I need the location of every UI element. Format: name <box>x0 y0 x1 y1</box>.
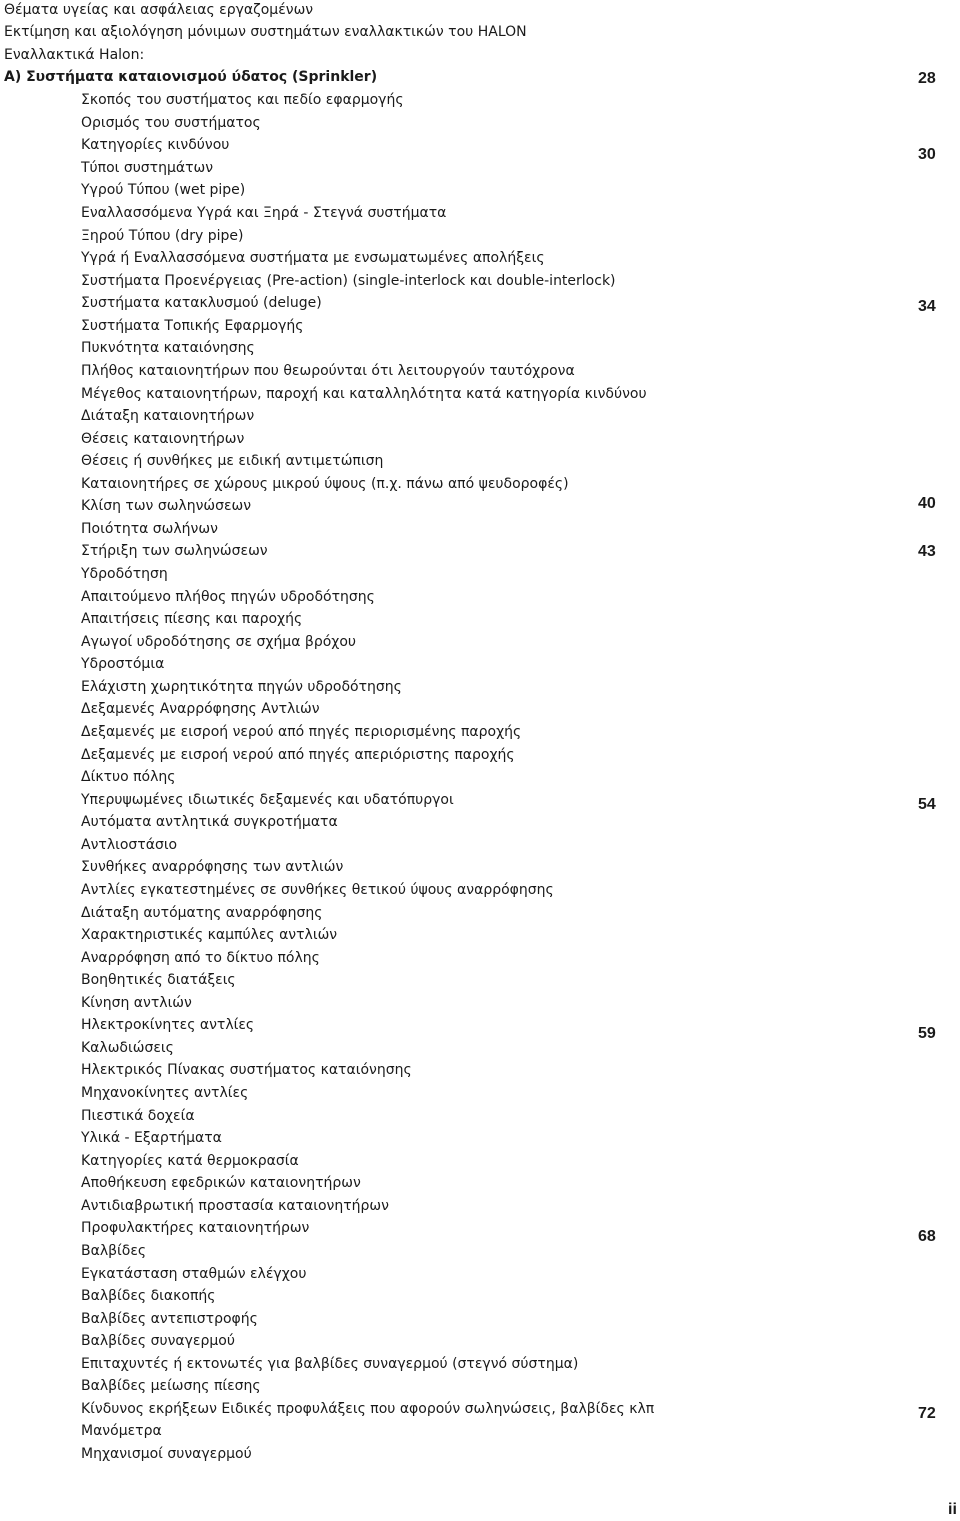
toc-entry: Καταιονητήρες σε χώρους μικρού ύψους (π.χ. πάνω από ψευδοροφές) <box>81 476 569 492</box>
toc-entry: Καλωδιώσεις <box>81 1040 174 1056</box>
toc-entry: Θέσεις καταιονητήρων <box>81 431 245 447</box>
toc-entry: Υδροδότηση <box>81 566 168 582</box>
toc-header-halon-assessment: Εκτίμηση και αξιολόγηση μόνιμων συστημάτων εναλλακτικών του HALON <box>4 24 527 40</box>
toc-entry: Υγρά ή Εναλλασσόμενα συστήματα με ενσωματωμένες απολήξεις <box>81 250 545 266</box>
toc-entry: Υπερυψωμένες ιδιωτικές δεξαμενές και υδατόπυργοι <box>81 792 454 808</box>
toc-entry: Αντιδιαβρωτική προστασία καταιονητήρων <box>81 1198 389 1214</box>
toc-entry: Εναλλασσόμενα Υγρά και Ξηρά - Στεγνά συστήματα <box>81 205 447 221</box>
toc-entry: Χαρακτηριστικές καμπύλες αντλιών <box>81 927 338 943</box>
toc-entry: Τύποι συστημάτων <box>81 160 214 176</box>
toc-entry: Αντλιοστάσιο <box>81 837 178 853</box>
toc-entry: Θέσεις ή συνθήκες με ειδική αντιμετώπιση <box>81 453 384 469</box>
toc-entry: Ξηρού Τύπου (dry pipe) <box>81 228 244 244</box>
toc-entry: Ποιότητα σωλήνων <box>81 521 218 537</box>
toc-entry: Συστήματα κατακλυσμού (deluge) <box>81 295 322 311</box>
toc-entry: Εγκατάσταση σταθμών ελέγχου <box>81 1266 307 1282</box>
page-number: 28 <box>918 70 936 87</box>
toc-entry: Αποθήκευση εφεδρικών καταιονητήρων <box>81 1175 361 1191</box>
page-number: 30 <box>918 146 936 163</box>
toc-section-sprinkler: Α) Συστήματα καταιονισμού ύδατος (Sprinkler) <box>4 69 378 85</box>
footer-page-number: ii <box>948 1501 957 1518</box>
toc-entry: Υδροστόμια <box>81 656 165 672</box>
toc-entry: Βαλβίδες διακοπής <box>81 1288 216 1304</box>
toc-entry: Υγρού Τύπου (wet pipe) <box>81 182 246 198</box>
toc-header-health-safety: Θέματα υγείας και ασφάλειας εργαζομένων <box>4 2 314 18</box>
toc-entry: Πυκνότητα καταιόνησης <box>81 340 255 356</box>
page-number: 40 <box>918 495 936 512</box>
toc-entry: Αυτόματα αντλητικά συγκροτήματα <box>81 814 338 830</box>
toc-entry: Μανόμετρα <box>81 1423 162 1439</box>
toc-entry: Βοηθητικές διατάξεις <box>81 972 236 988</box>
toc-entry: Δίκτυο πόλης <box>81 769 176 785</box>
toc-entry: Συστήματα Τοπικής Εφαρμογής <box>81 318 304 334</box>
page-number: 59 <box>918 1025 936 1042</box>
toc-entry: Ηλεκτρικός Πίνακας συστήματος καταιόνησης <box>81 1062 412 1078</box>
toc-entry: Επιταχυντές ή εκτονωτές για βαλβίδες συναγερμού (στεγνό σύστημα) <box>81 1356 579 1372</box>
toc-entry: Στήριξη των σωληνώσεων <box>81 543 268 559</box>
toc-entry: Απαιτούμενο πλήθος πηγών υδροδότησης <box>81 589 375 605</box>
toc-entry: Ορισμός του συστήματος <box>81 115 261 131</box>
toc-entry: Συνθήκες αναρρόφησης των αντλιών <box>81 859 344 875</box>
page-number: 54 <box>918 796 936 813</box>
toc-header-halon-alternatives: Εναλλακτικά Halon: <box>4 47 145 63</box>
toc-entry: Συστήματα Προενέργειας (Pre-action) (single-interlock και double-interlock) <box>81 273 616 289</box>
toc-entry: Πιεστικά δοχεία <box>81 1108 195 1124</box>
toc-entry: Μηχανοκίνητες αντλίες <box>81 1085 249 1101</box>
toc-entry: Δεξαμενές με εισροή νερού από πηγές περιορισμένης παροχής <box>81 724 522 740</box>
toc-entry: Ελάχιστη χωρητικότητα πηγών υδροδότησης <box>81 679 402 695</box>
toc-entry: Απαιτήσεις πίεσης και παροχής <box>81 611 303 627</box>
toc-entry: Κίνηση αντλιών <box>81 995 192 1011</box>
page-number: 43 <box>918 543 936 560</box>
toc-entry: Δεξαμενές με εισροή νερού από πηγές απεριόριστης παροχής <box>81 747 515 763</box>
toc-entry: Δεξαμενές Αναρρόφησης Αντλιών <box>81 701 320 717</box>
toc-entry: Μηχανισμοί συναγερμού <box>81 1446 252 1462</box>
toc-entry: Βαλβίδες <box>81 1243 147 1259</box>
toc-entry: Αγωγοί υδροδότησης σε σχήμα βρόχου <box>81 634 357 650</box>
toc-entry: Αντλίες εγκατεστημένες σε συνθήκες θετικού ύψους αναρρόφησης <box>81 882 554 898</box>
toc-entry: Ηλεκτροκίνητες αντλίες <box>81 1017 255 1033</box>
toc-entry: Αναρρόφηση από το δίκτυο πόλης <box>81 950 320 966</box>
toc-entry: Κίνδυνος εκρήξεων Ειδικές προφυλάξεις που αφορούν σωληνώσεις, βαλβίδες κλπ <box>81 1401 655 1417</box>
toc-entry: Πλήθος καταιονητήρων που θεωρούνται ότι λειτουργούν ταυτόχρονα <box>81 363 575 379</box>
toc-entry: Κατηγορίες κινδύνου <box>81 137 230 153</box>
page-number: 72 <box>918 1405 936 1422</box>
toc-entry: Σκοπός του συστήματος και πεδίο εφαρμογής <box>81 92 404 108</box>
toc-entry: Βαλβίδες συναγερμού <box>81 1333 235 1349</box>
toc-entry: Υλικά - Εξαρτήματα <box>81 1130 222 1146</box>
page-number: 34 <box>918 298 936 315</box>
toc-entry: Κλίση των σωληνώσεων <box>81 498 252 514</box>
toc-entry: Κατηγορίες κατά θερμοκρασία <box>81 1153 299 1169</box>
toc-entry: Διάταξη καταιονητήρων <box>81 408 255 424</box>
toc-entry: Μέγεθος καταιονητήρων, παροχή και καταλληλότητα κατά κατηγορία κινδύνου <box>81 386 647 402</box>
toc-entry: Βαλβίδες αντεπιστροφής <box>81 1311 258 1327</box>
toc-entry: Προφυλακτήρες καταιονητήρων <box>81 1220 310 1236</box>
page-number: 68 <box>918 1228 936 1245</box>
toc-entry: Βαλβίδες μείωσης πίεσης <box>81 1378 261 1394</box>
toc-entry: Διάταξη αυτόματης αναρρόφησης <box>81 905 323 921</box>
